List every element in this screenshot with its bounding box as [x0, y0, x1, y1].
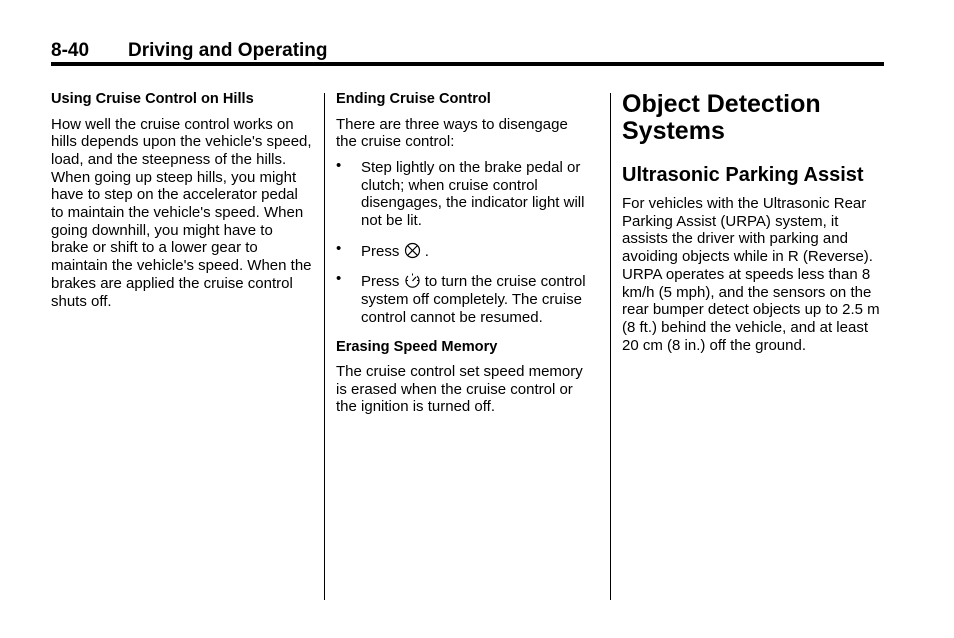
- column-divider-1: [324, 93, 325, 600]
- bullet-text-pre: Press: [361, 242, 400, 260]
- column-1: [51, 91, 313, 317]
- list-item: [336, 239, 592, 261]
- urpa-paragraph: For vehicles with the Ultrasonic Rear Parking Assist (URPA) system, it assists the driver with parking and avoiding objects while in R (Reverse). URPA operates at speeds less than 8 km/h (5 mph), and the sensors on the rear bumper detect objects up to 2.5 m (8 ft.) behind the vehicle, and at least 20 cm (8 in.) off the ground.: [622, 195, 880, 354]
- object-detection-title: Object Detection Systems: [622, 90, 821, 145]
- ending-cruise-intro: There are three ways to disengage the cruise control:: [336, 115, 568, 151]
- hills-heading: Using Cruise Control on Hills: [51, 91, 254, 107]
- disengage-list: [336, 156, 592, 327]
- erasing-speed-heading: Erasing Speed Memory: [336, 338, 498, 355]
- page-header: [51, 38, 884, 64]
- cruise-cancel-icon: [404, 242, 421, 259]
- bullet-marker: •: [336, 156, 342, 174]
- cruise-on-off-icon: [404, 272, 421, 289]
- column-3: [622, 91, 887, 361]
- section-title: Driving and Operating: [128, 40, 328, 61]
- bullet-marker: •: [336, 239, 342, 257]
- column-divider-2: [610, 93, 611, 600]
- ending-cruise-heading: Ending Cruise Control: [336, 91, 491, 107]
- bullet-text-post: .: [424, 242, 429, 260]
- bullet-text-post: to turn the cruise control system off completely. The cruise control cannot be resumed.: [361, 273, 586, 326]
- bullet-text: Step lightly on the brake pedal or clutch; when cruise control disengages, the indicator light will not be lit.: [361, 158, 585, 230]
- page-number: 8-40: [51, 40, 90, 61]
- hills-paragraph: How well the cruise control works on hills depends upon the vehicle's speed, load, and the steepness of the hills. When going up steep hills, you might have to step on the accelerator pedal to maintain the vehicle's speed. When going downhill, you might have to brake or shift to a lower gear to maintain the vehicle's speed. When the brakes are applied the cruise control shuts off.: [51, 115, 312, 310]
- ultrasonic-parking-heading: Ultrasonic Parking Assist: [622, 164, 864, 186]
- header-rule: [51, 62, 884, 66]
- list-item: [336, 156, 592, 230]
- erasing-speed-paragraph: The cruise control set speed memory is erased when the cruise control or the ignition is turned off.: [336, 363, 583, 416]
- bullet-text-pre: Press: [361, 273, 400, 291]
- bullet-marker: •: [336, 270, 342, 288]
- list-item: [336, 272, 592, 326]
- column-2: [336, 91, 592, 423]
